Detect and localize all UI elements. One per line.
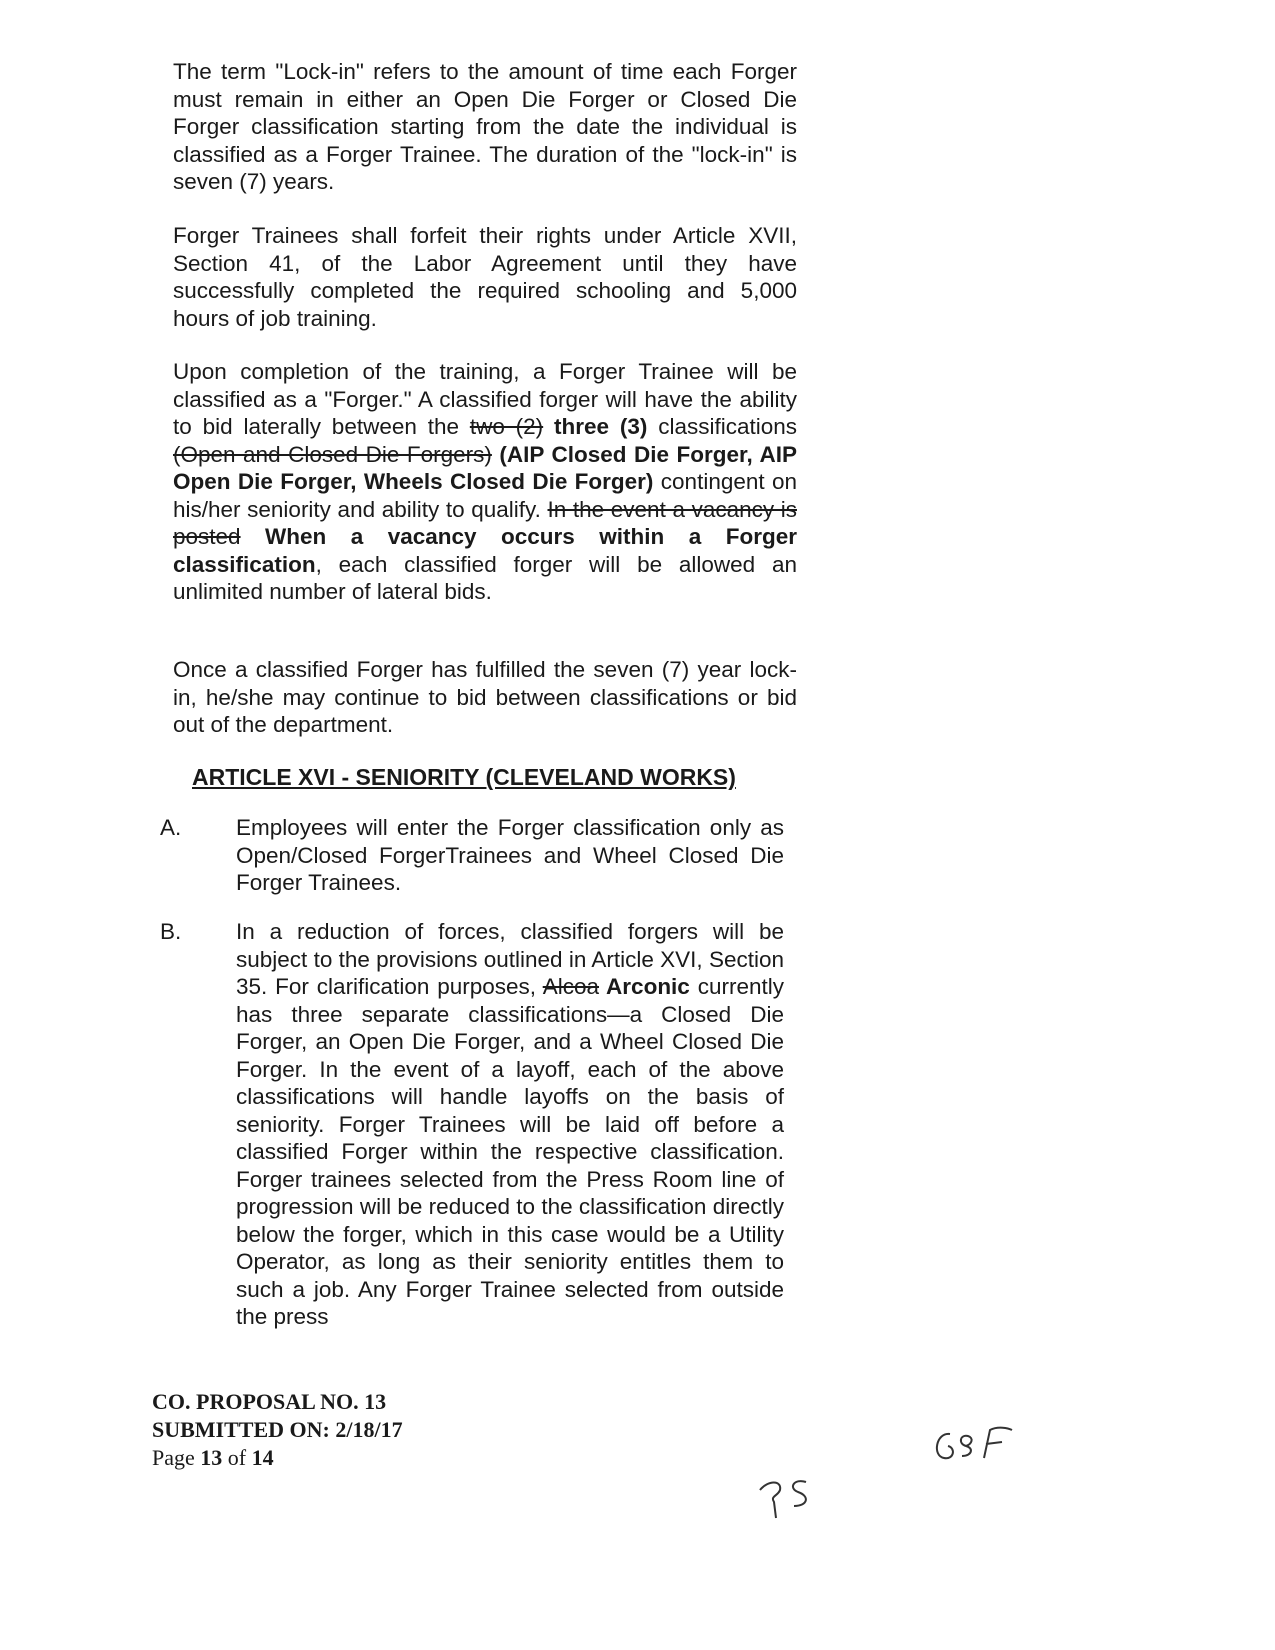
- text-run: In a reduction of forces, classified forgers will be subject to the provisions outlined in Article XVI, Section 35. For clarification purposes,: [236, 919, 784, 999]
- page-number: 13: [200, 1445, 223, 1470]
- text-run: Upon completion of the training, a Forger Trainee will be classified as a "Forger." A classified forger will have the ability to bid laterally between the: [173, 359, 797, 439]
- paragraph-fulfilled-lock-in: Once a classified Forger has fulfilled the seven (7) year lock-in, he/she may continue to bid between classifications or bid out of the department.: [173, 657, 797, 737]
- item-label-a: A.: [160, 815, 182, 840]
- page-mid: of: [222, 1445, 252, 1470]
- page-prefix: Page: [152, 1445, 201, 1470]
- paragraph-lock-in: The term "Lock-in" refers to the amount of time each Forger must remain in either an Open Die Forger or Closed Die Forger classification starting from the date the individual is classified as a Forger Trainee. The duration of the "lock-in" is seven (7) years.: [173, 59, 797, 194]
- text-run: currently has three separate classifications—a Closed Die Forger, an Open Die Forger, and a Wheel Closed Die Forger. In the event of a layoff, each of the above classifications will handle layoffs on the basis of seniority. Forger Trainees will be laid off before a classified Forger within the respective classification. Forger trainees selected from the Press Room line of progression will be reduced to the classification directly below the forger, which in this case would be a Utility Operator, as long as their seniority entitles them to such a job. Any Forger Trainee selected from outside the press: [236, 974, 784, 1329]
- inserted-text: When a vacancy occurs within a Forger classification: [173, 524, 797, 577]
- deleted-text: Alcoa: [542, 974, 599, 999]
- inserted-text: three (3): [543, 414, 648, 439]
- handwritten-signature-icon: [928, 1422, 1018, 1472]
- deleted-text: two (2): [469, 414, 544, 439]
- paragraph-forger-trainees: Forger Trainees shall forfeit their rights under Article XVII, Section 41, of the Labor Agreement until they have successfully completed the required schooling and 5,000 hours of job training.: [173, 223, 797, 331]
- handwritten-initials-icon: [754, 1472, 824, 1520]
- deleted-text: (Open and Closed Die Forgers): [173, 441, 492, 467]
- submitted-date: SUBMITTED ON: 2/18/17: [152, 1417, 403, 1442]
- proposal-footer: [152, 1388, 403, 1472]
- page-total: 14: [251, 1445, 274, 1470]
- article-heading: ARTICLE XVI - SENIORITY (CLEVELAND WORKS): [192, 764, 736, 790]
- text-run: , each classified forger will be allowed an unlimited number of lateral bids.: [173, 551, 797, 604]
- inserted-text: Arconic: [599, 974, 690, 999]
- proposal-number: CO. PROPOSAL NO. 13: [152, 1389, 387, 1414]
- deleted-text: In the event a vacancy is posted: [173, 496, 797, 549]
- inserted-text: (AIP Closed Die Forger, AIP Open Die Forger, Wheels Closed Die Forger): [173, 441, 797, 494]
- item-label-b: B.: [160, 919, 182, 944]
- item-text-b: [236, 918, 784, 1331]
- paragraph-completion: [173, 358, 797, 606]
- item-text-a: Employees will enter the Forger classification only as Open/Closed ForgerTrainees and Wheel Closed Die Forger Trainees.: [236, 815, 784, 895]
- text-run: contingent on his/her seniority and ability to qualify.: [173, 469, 797, 522]
- page-indicator: [152, 1444, 403, 1472]
- text-run: classifications: [647, 414, 797, 439]
